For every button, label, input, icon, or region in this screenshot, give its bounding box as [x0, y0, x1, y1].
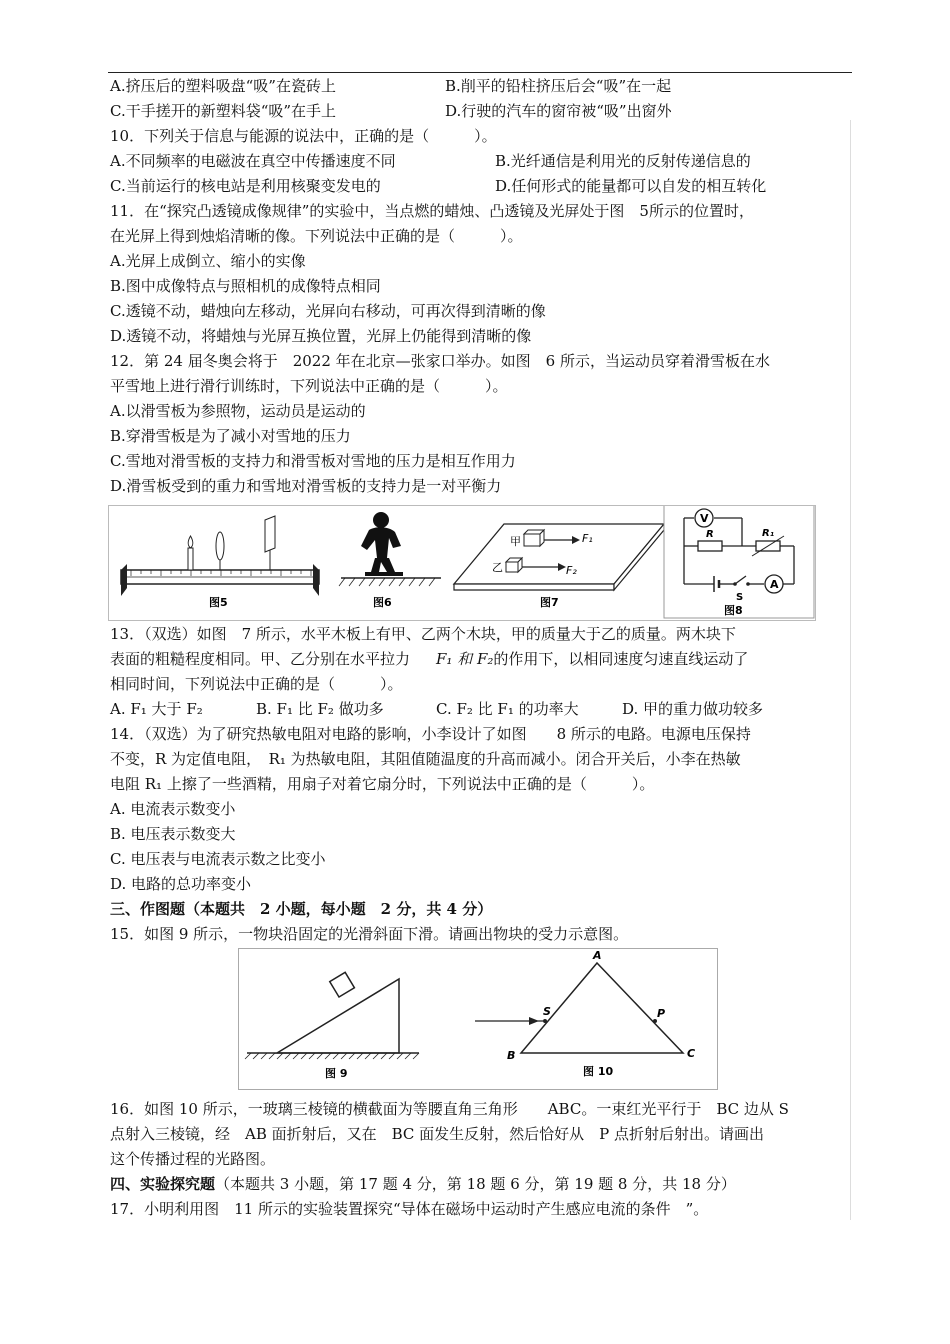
fig6-snowboarder — [339, 512, 441, 609]
q10-option-c: C.当前运行的核电站是利用核聚变发电的 — [110, 177, 381, 195]
q10-option-a: A.不同频率的电磁波在真空中传播速度不同 — [110, 152, 396, 170]
q13-stem-line2 — [110, 648, 748, 670]
fig5-optical-bench — [121, 516, 319, 609]
section4-heading — [110, 1173, 736, 1195]
fig8-switch-label: S — [736, 592, 744, 603]
q13-option-d: D. 甲的重力做功较多 — [622, 700, 764, 718]
fig10-point-s: S — [543, 1005, 551, 1018]
q12-option-d: D.滑雪板受到的重力和雪地对滑雪板的支持力是一对平衡力 — [110, 477, 502, 495]
q16-line3: 这个传播过程的光路图。 — [110, 1150, 276, 1168]
q13-stem-line3: 相同时间，下列说法中正确的是（ ）。 — [110, 675, 403, 693]
fig10-point-p: P — [657, 1007, 666, 1020]
fig9-caption: 图 9 — [325, 1067, 348, 1080]
fig9-incline — [245, 972, 419, 1080]
q9-option-b: B.削平的铅柱挤压后会“吸”在一起 — [445, 77, 672, 95]
fig10-caption: 图 10 — [583, 1065, 614, 1078]
fig5-caption: 图5 — [209, 596, 228, 609]
q14-stem-line2: 不变，R 为定值电阻， R₁ 为热敏电阻，其阻值随温度的升高而减小。闭合开关后，小李在热敏 — [110, 750, 741, 768]
q13-option-b: B. F₁ 比 F₂ 做功多 — [256, 700, 384, 718]
q13-stem-part-a: 表面的粗糙程度相同。甲、乙分别在水平拉力 — [110, 650, 411, 668]
q14-stem-line1: 14．（双选）为了研究热敏电阻对电路的影响，小李设计了如图 8 所示的电路。电源电压保持 — [110, 725, 751, 743]
q9-option-a: A.挤压后的塑料吸盘“吸”在瓷砖上 — [110, 77, 336, 95]
q17-stem: 17．小明利用图 11 所示的实验装置探究“导体在磁场中运动时产生感应电流的条件 ”。 — [110, 1200, 709, 1218]
figures-9-10-panel — [238, 948, 718, 1090]
q12-option-b: B.穿滑雪板是为了减小对雪地的压力 — [110, 427, 351, 445]
q13-option-a: A. F₁ 大于 F₂ — [110, 700, 203, 718]
q10-stem: 10．下列关于信息与能源的说法中，正确的是（ ）。 — [110, 127, 497, 145]
q11-option-c: C.透镜不动，蜡烛向左移动，光屏向右移动，可再次得到清晰的像 — [110, 302, 546, 320]
q10-option-b: B.光纤通信是利用光的反射传递信息的 — [495, 152, 751, 170]
q14-option-a: A. 电流表示数变小 — [110, 800, 236, 818]
figures-9-10-drawing — [239, 949, 717, 1089]
fig8-circuit — [664, 506, 814, 618]
q13-stem-line1: 13．（双选）如图 7 所示，水平木板上有甲、乙两个木块，甲的质量大于乙的质量。两木块下 — [110, 625, 736, 643]
fig10-prism — [475, 949, 695, 1078]
fig10-vertex-c: C — [687, 1047, 696, 1060]
q14-option-d: D. 电路的总功率变小 — [110, 875, 252, 893]
figures-5-to-8-drawing — [109, 506, 815, 620]
q12-stem-line2: 平雪地上进行滑行训练时，下列说法中正确的是（ ）。 — [110, 377, 508, 395]
q16-line1: 16．如图 10 所示，一玻璃三棱镜的横截面为等腰直角三角形 ABC。一束红光平行于 BC 边从 S — [110, 1100, 789, 1118]
q11-stem-line1: 11．在“探究凸透镜成像规律”的实验中，当点燃的蜡烛、凸透镜及光屏处于图 5所示的位置时， — [110, 202, 754, 220]
q15-stem: 15．如图 9 所示，一物块沿固定的光滑斜面下滑。请画出物块的受力示意图。 — [110, 925, 629, 943]
fig8-r-label: R — [706, 529, 714, 540]
fig7-jia-label: 甲 — [510, 535, 521, 548]
section4-title: 四、实验探究题 — [110, 1175, 216, 1193]
q10-option-d: D.任何形式的能量都可以自发的相互转化 — [495, 177, 767, 195]
q14-option-b: B. 电压表示数变大 — [110, 825, 236, 843]
q13-option-c: C. F₂ 比 F₁ 的功率大 — [436, 700, 579, 718]
section4-scoring: （本题共 3 小题，第 17 题 4 分，第 18 题 6 分，第 19 题 8 分，共 18 分） — [215, 1175, 736, 1193]
q12-option-c: C.雪地对滑雪板的支持力和滑雪板对雪地的压力是相互作用力 — [110, 452, 516, 470]
fig8-r1-label: R₁ — [762, 528, 775, 539]
right-margin-rule — [850, 120, 851, 1220]
fig8-ammeter-label: A — [770, 578, 779, 591]
fig8-voltmeter-label: V — [700, 512, 709, 525]
q14-option-c: C. 电压表与电流表示数之比变小 — [110, 850, 326, 868]
q12-option-a: A.以滑雪板为参照物，运动员是运动的 — [110, 402, 366, 420]
section3-heading: 三、作图题（本题共 2 小题，每小题 2 分，共 4 分） — [110, 900, 493, 918]
fig10-vertex-a: A — [593, 949, 602, 962]
q11-option-a: A.光屏上成倒立、缩小的实像 — [110, 252, 306, 270]
fig7-caption: 图7 — [540, 596, 559, 609]
fig7-f1-label: F₁ — [582, 532, 593, 545]
q11-stem-line2: 在光屏上得到烛焰清晰的像。下列说法中正确的是（ ）。 — [110, 227, 523, 245]
q13-stem-part-c: 的作用下，以相同速度匀速直线运动了 — [493, 650, 749, 668]
q9-option-c: C.干手搓开的新塑料袋“吸”在手上 — [110, 102, 337, 120]
q12-stem-line1: 12．第 24 届冬奥会将于 2022 年在北京—张家口举办。如图 6 所示，当运动员穿着滑雪板在水 — [110, 352, 770, 370]
fig8-caption: 图8 — [724, 604, 743, 617]
q13-forces: F₁ 和 F₂ — [436, 650, 494, 668]
q14-stem-line3: 电阻 R₁ 上擦了一些酒精，用扇子对着它扇分时，下列说法中正确的是（ ）。 — [110, 775, 655, 793]
fig6-caption: 图6 — [373, 596, 392, 609]
fig7-f2-label: F₂ — [566, 564, 577, 577]
q9-option-d: D.行驶的汽车的窗帘被“吸”出窗外 — [445, 102, 672, 120]
figures-5-to-8-panel — [108, 505, 816, 621]
top-rule — [108, 72, 852, 73]
q11-option-d: D.透镜不动，将蜡烛与光屏互换位置，光屏上仍能得到清晰的像 — [110, 327, 532, 345]
q16-line2: 点射入三棱镜，经 AB 面折射后，又在 BC 面发生反射，然后恰好从 P 点折射后射出。请画出 — [110, 1125, 765, 1143]
q11-option-b: B.图中成像特点与照相机的成像特点相同 — [110, 277, 381, 295]
fig7-yi-label: 乙 — [492, 561, 503, 574]
fig7-blocks-on-board — [454, 524, 664, 609]
fig10-vertex-b: B — [507, 1049, 516, 1062]
